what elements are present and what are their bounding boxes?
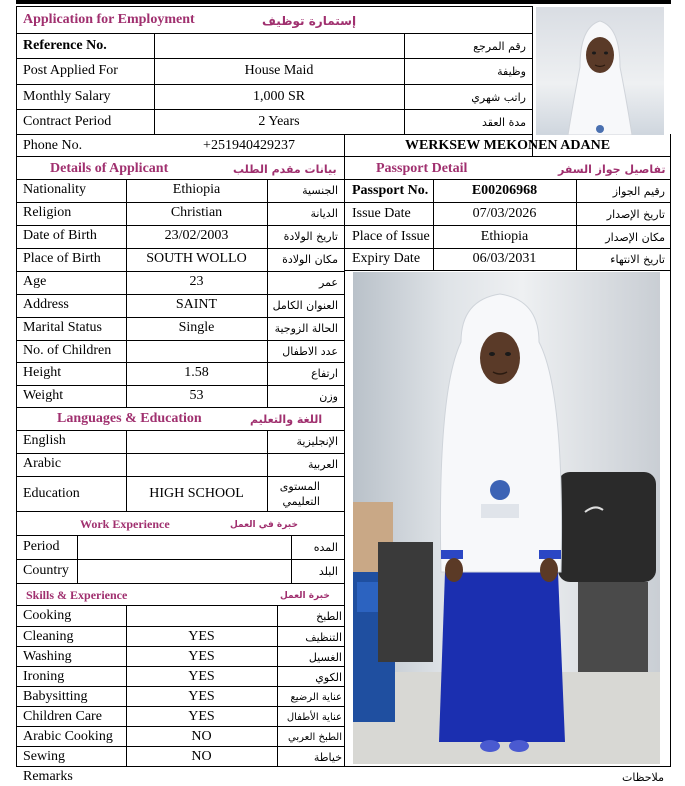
- birthplace-label: Place of Birth: [23, 251, 101, 266]
- arabic-label: Arabic: [23, 456, 62, 471]
- cooking-label: Cooking: [23, 608, 72, 623]
- english-label: English: [23, 433, 66, 448]
- ironing-value: YES: [188, 669, 215, 684]
- children-care-value: YES: [188, 709, 215, 724]
- post-value: House Maid: [244, 63, 314, 78]
- remarks-label: Remarks: [23, 769, 73, 784]
- salary-label-arabic: راتب شهري: [471, 91, 526, 104]
- issue-date-value: 07/03/2026: [472, 206, 537, 221]
- height-label: Height: [23, 365, 62, 380]
- salary-value: 1,000 SR: [252, 89, 306, 104]
- washing-label-arabic: الغسيل: [308, 651, 342, 664]
- sewing-value: NO: [191, 749, 212, 764]
- age-value: 23: [189, 274, 204, 289]
- address-value: SAINT: [175, 297, 218, 312]
- applicant-portrait-photo: [536, 7, 664, 135]
- arabic-label-arabic: العربية: [307, 458, 338, 471]
- washing-value: YES: [188, 649, 215, 664]
- languages-section-header: Languages & Education: [57, 411, 202, 426]
- issue-date-label-arabic: تاريخ الإصدار: [606, 208, 665, 221]
- post-label-arabic: وظيفة: [497, 65, 526, 78]
- children-care-label-arabic: عناية الأطفال: [286, 712, 342, 723]
- country-label: Country: [23, 563, 69, 578]
- reference-label-arabic: رقم المرجع: [473, 40, 526, 53]
- arabic-cooking-value: NO: [191, 729, 212, 744]
- applicant-section-header-arabic: بيانات مقدم الطلب: [233, 163, 337, 176]
- nationality-label-arabic: الجنسية: [302, 184, 338, 197]
- education-value: HIGH SCHOOL: [149, 486, 244, 501]
- expiry-date-value: 06/03/2031: [472, 251, 537, 266]
- reference-label: Reference No.: [23, 38, 107, 53]
- ironing-label-arabic: الكوي: [315, 671, 342, 684]
- weight-label: Weight: [23, 388, 64, 403]
- dob-label: Date of Birth: [23, 228, 97, 243]
- contract-label: Contract Period: [23, 114, 112, 129]
- passport-no-label-arabic: رقيم الجواز: [612, 185, 665, 198]
- religion-value: Christian: [170, 205, 223, 220]
- height-value: 1.58: [184, 365, 209, 380]
- children-label-arabic: عدد الاطفال: [282, 345, 338, 358]
- passport-no-label: Passport No.: [352, 183, 429, 198]
- phone-value: +251940429237: [203, 138, 295, 153]
- age-label-arabic: عمر: [319, 276, 338, 289]
- form-title: Application for Employment: [23, 12, 195, 27]
- cleaning-value: YES: [188, 629, 215, 644]
- cleaning-label: Cleaning: [23, 629, 74, 644]
- phone-label: Phone No.: [23, 138, 83, 153]
- marital-value: Single: [178, 320, 215, 335]
- babysitting-value: YES: [188, 689, 215, 704]
- dob-value: 23/02/2003: [164, 228, 229, 243]
- applicant-name: WERKSEW MEKONEN ADANE: [404, 138, 611, 153]
- issue-date-label: Issue Date: [352, 206, 411, 221]
- birthplace-value: SOUTH WOLLO: [146, 251, 247, 266]
- post-label: Post Applied For: [23, 63, 118, 78]
- nationality-value: Ethiopia: [172, 182, 221, 197]
- passport-section-header: Passport Detail: [376, 161, 468, 176]
- weight-value: 53: [189, 388, 204, 403]
- expiry-date-label: Expiry Date: [352, 251, 421, 266]
- arabic-cooking-label: Arabic Cooking: [23, 729, 113, 744]
- children-care-label: Children Care: [23, 709, 102, 724]
- applicant-section-header: Details of Applicant: [50, 161, 169, 176]
- issue-place-value: Ethiopia: [480, 229, 529, 244]
- weight-label-arabic: وزن: [319, 390, 338, 403]
- passport-no-value: E00206968: [471, 183, 538, 198]
- passport-section-header-arabic: تفاصيل جواز السفر: [558, 163, 666, 176]
- period-label-arabic: المده: [313, 541, 338, 554]
- sewing-label: Sewing: [23, 749, 65, 764]
- age-label: Age: [23, 274, 47, 289]
- form-title-arabic: إستمارة توظيف: [262, 14, 357, 28]
- work-section-header: Work Experience: [80, 517, 170, 531]
- languages-section-header-arabic: اللغة والتعليم: [250, 413, 323, 426]
- height-label-arabic: ارتفاع: [311, 367, 338, 380]
- marital-label: Marital Status: [23, 320, 102, 335]
- education-label: Education: [23, 486, 80, 501]
- skills-section-header-arabic: خبرة العمل: [280, 591, 330, 601]
- babysitting-label: Babysitting: [23, 689, 88, 704]
- religion-label: Religion: [23, 205, 72, 220]
- arabic-cooking-label-arabic: الطبخ العربي: [288, 732, 342, 743]
- cooking-label-arabic: الطبخ: [316, 610, 342, 623]
- nationality-label: Nationality: [23, 182, 86, 197]
- address-label: Address: [23, 297, 69, 312]
- children-label: No. of Children: [23, 343, 112, 358]
- washing-label: Washing: [23, 649, 72, 664]
- ironing-label: Ironing: [23, 669, 65, 684]
- religion-label-arabic: الديانة: [310, 207, 338, 220]
- issue-place-label: Place of Issue: [352, 229, 430, 244]
- expiry-date-label-arabic: تاريخ الانتهاء: [610, 253, 665, 266]
- grid-line: [16, 6, 532, 7]
- birthplace-label-arabic: مكان الولادة: [282, 253, 338, 266]
- skills-section-header: Skills & Experience: [26, 588, 128, 602]
- salary-label: Monthly Salary: [23, 89, 111, 104]
- applicant-full-body-photo: [353, 272, 660, 764]
- address-label-arabic: العنوان الكامل: [272, 299, 338, 312]
- remarks-label-arabic: ملاحظات: [622, 771, 664, 784]
- dob-label-arabic: تاريخ الولادة: [283, 230, 338, 243]
- period-label: Period: [23, 539, 60, 554]
- sewing-label-arabic: خياطة: [313, 751, 342, 764]
- babysitting-label-arabic: عناية الرضيع: [290, 692, 342, 703]
- work-section-header-arabic: خبرة في العمل: [230, 520, 298, 530]
- english-label-arabic: الإنجليزية: [296, 435, 338, 448]
- marital-label-arabic: الحالة الزوجية: [274, 322, 338, 335]
- country-label-arabic: البلد: [318, 565, 338, 578]
- education-label-arabic: المستوى التعليمي: [279, 480, 320, 508]
- contract-value: 2 Years: [258, 114, 300, 129]
- contract-label-arabic: مدة العقد: [482, 116, 526, 129]
- issue-place-label-arabic: مكان الإصدار: [605, 231, 665, 244]
- top-border: [16, 0, 671, 4]
- cleaning-label-arabic: التنظيف: [305, 631, 342, 644]
